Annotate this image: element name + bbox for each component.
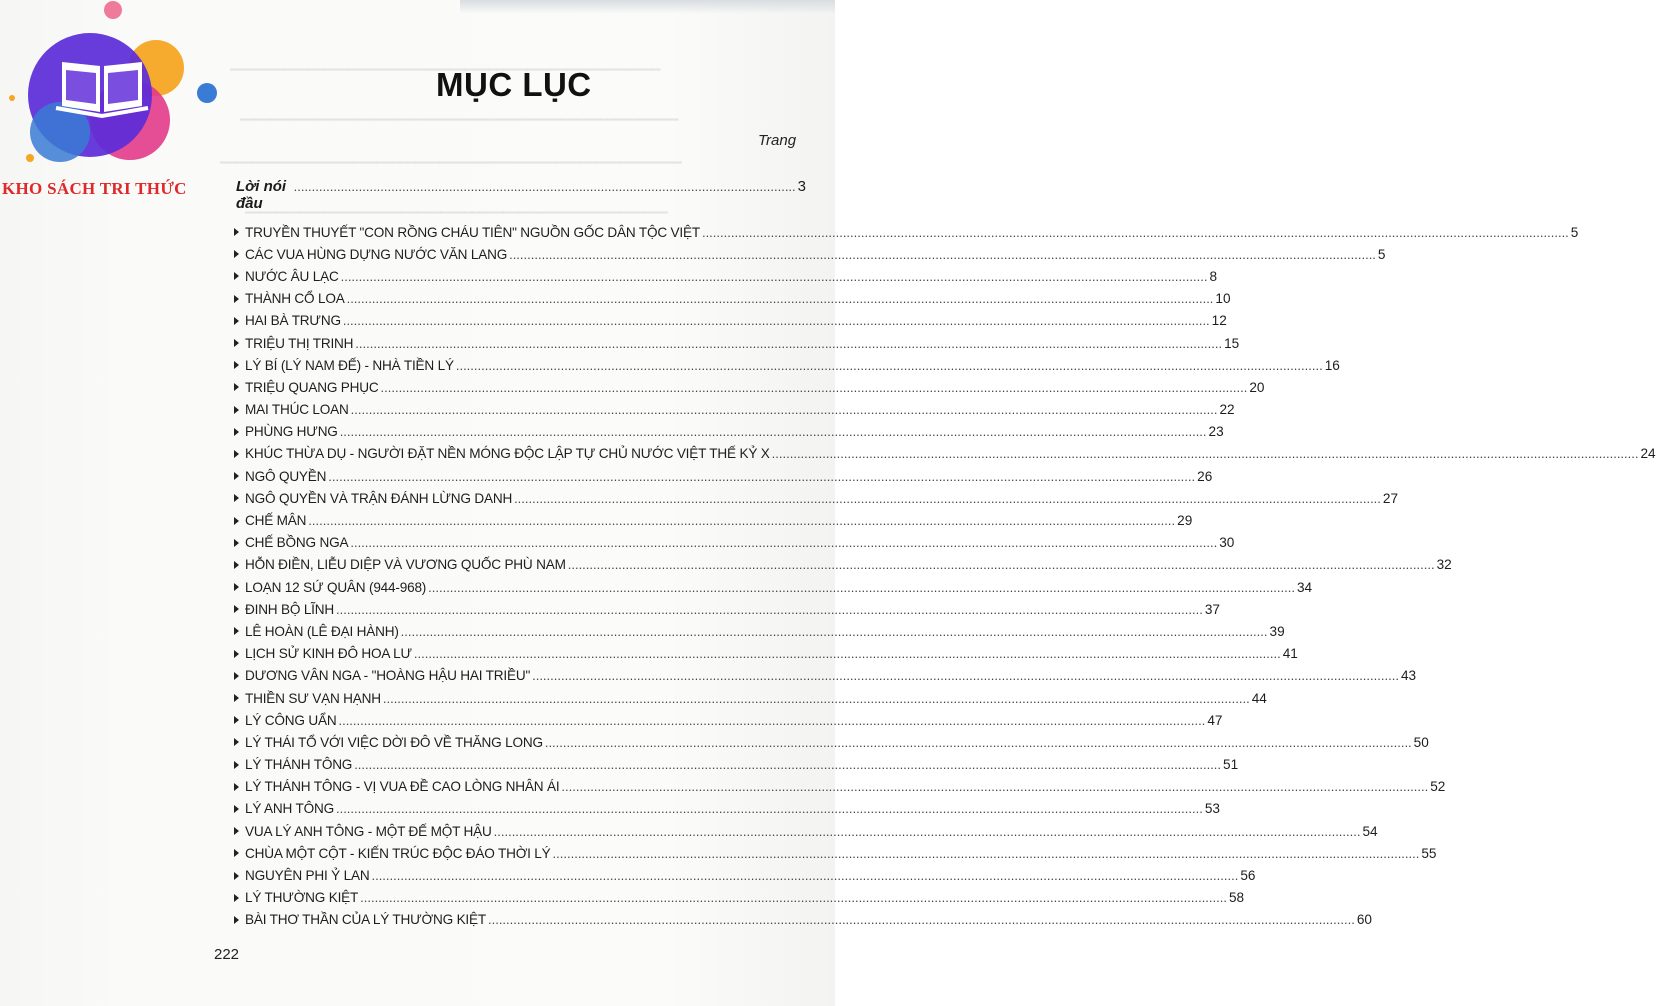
toc-entry	[234, 554, 1452, 576]
bullet-icon	[234, 827, 239, 835]
toc-entry-label: LỊCH SỬ KINH ĐÔ HOA LƯ	[245, 645, 412, 662]
leader-dots: ................................................................................................................................................................................................................................................	[342, 313, 1210, 329]
toc-entry-label: KHÚC THỪA DỤ - NGƯỜI ĐẶT NỀN MÓNG ĐỘC LẬP TỰ CHỦ NƯỚC VIỆT THẾ KỶ X	[245, 446, 770, 462]
toc-entry-label: NƯỚC ÂU LẠC	[245, 268, 339, 285]
toc-entry-preface	[236, 178, 806, 212]
toc-entry	[234, 620, 1285, 642]
toc-entry	[234, 465, 1213, 487]
toc-entry-label: DƯƠNG VÂN NGA - "HOÀNG HẬU HAI TRIỀU"	[245, 667, 531, 684]
toc-entry-label: LÝ THƯỜNG KIỆT	[245, 889, 359, 906]
bullet-icon	[234, 872, 239, 880]
toc-entry-page: 5	[1570, 224, 1579, 240]
bleed-through: ━━━━━━━━━━━━━━━━━━━━━━━━━━━━━━━━━━━━━━━━━━━━━━━━━━━━━━━	[230, 62, 661, 77]
leader-dots: ................................................................................................................................................................................................................................................	[493, 823, 1361, 839]
top-shadow	[460, 0, 835, 14]
leader-dots: ................................................................................................................................................................................................................................................	[771, 446, 1639, 462]
leader-dots: ................................................................................................................................................................................................................................................	[561, 779, 1429, 795]
bullet-icon	[234, 783, 239, 791]
leader-dots: ................................................................................................................................................................................................................................................	[428, 579, 1295, 595]
toc-entry-label: CHẾ BỒNG NGA	[245, 534, 349, 551]
bullet-icon	[234, 894, 239, 902]
leader-dots: ................................................................................................................................................................................................................................................	[371, 868, 1239, 884]
toc-entry-page: 41	[1282, 646, 1298, 662]
toc-entry	[234, 332, 1240, 354]
toc-entry-label: HAI BÀ TRƯNG	[245, 312, 341, 329]
preface-label: Lời nói đầu	[236, 178, 287, 212]
toc-entry	[234, 643, 1298, 665]
leader-dots: ................................................................................................................................................................................................................................................	[338, 712, 1206, 728]
toc-entry-label: LÝ THÁI TỔ VỚI VIỆC DỜI ĐÔ VỀ THĂNG LONG	[245, 734, 543, 751]
toc-entry-label: TRIỆU THỊ TRINH	[245, 335, 354, 351]
bullet-icon	[234, 494, 239, 502]
toc-entry-page: 51	[1223, 757, 1239, 773]
bullet-icon	[234, 672, 239, 680]
toc-entry-label: TRIỆU QUANG PHỤC	[245, 379, 379, 396]
toc-entry	[234, 687, 1267, 709]
toc-entry	[234, 288, 1231, 310]
toc-entry-page: 12	[1211, 313, 1227, 329]
bullet-icon	[234, 761, 239, 769]
page-column-label: Trang	[758, 132, 797, 149]
page-title: MỤC LỤC	[436, 66, 592, 103]
leader-dots: ................................................................................................................................................................................................................................................	[360, 890, 1227, 906]
toc-entry	[234, 842, 1437, 864]
leader-dots: ................................................................................................................................................................................................................................................	[701, 224, 1569, 240]
toc-entry-label: BÀI THƠ THẦN CỦA LÝ THƯỜNG KIỆT	[245, 912, 486, 928]
leader-dots: ................................................................................................................................................................................................................................................	[509, 246, 1376, 262]
toc-entry	[234, 221, 1579, 243]
toc-entry	[234, 443, 1656, 465]
toc-entry-label: LÝ BÍ (LÝ NAM ĐẾ) - NHÀ TIỀN LÝ	[245, 357, 454, 374]
toc-entry-label: LÝ ANH TÔNG	[245, 801, 334, 817]
bullet-icon	[234, 295, 239, 303]
toc-entry-page: 34	[1296, 579, 1313, 595]
leader-dots: ................................................................................................................................................................................................................................................	[340, 268, 1208, 284]
toc-entry-page: 24	[1640, 446, 1656, 462]
toc-entry	[234, 310, 1227, 332]
toc-entry-page: 55	[1421, 845, 1437, 861]
toc-entry-page: 47	[1207, 712, 1223, 728]
bullet-icon	[234, 849, 239, 857]
toc-entry	[234, 376, 1265, 398]
bullet-icon	[234, 694, 239, 702]
bullet-icon	[234, 627, 239, 635]
toc-entry	[234, 576, 1313, 598]
toc-entry-label: LÊ HOÀN (LÊ ĐẠI HÀNH)	[245, 623, 399, 640]
toc-entry-page: 60	[1356, 912, 1372, 928]
bullet-icon	[234, 250, 239, 258]
toc-entry	[234, 776, 1446, 798]
toc-entry-page: 32	[1436, 557, 1452, 573]
toc-entry	[234, 731, 1429, 753]
toc-entry-label: HỖN ĐIỀN, LIỄU DIỆP VÀ VƯƠNG QUỐC PHÙ NAM	[245, 557, 566, 573]
toc-entry	[234, 754, 1239, 776]
logo-caption: KHO SÁCH TRI THỨC	[2, 179, 187, 198]
toc-entry-page: 23	[1208, 424, 1224, 440]
leader-dots: ................................................................................................................................................................................................................................................	[400, 623, 1268, 639]
toc-entry-page: 5	[1377, 246, 1386, 262]
toc-entry	[234, 709, 1223, 731]
bullet-icon	[234, 561, 239, 569]
toc-entry-page: 52	[1430, 779, 1446, 795]
toc-entry-label: THÀNH CỔ LOA	[245, 290, 345, 307]
leader-dots: ................................................................................................................................................................................................................................................	[382, 690, 1250, 706]
toc-entry-label: NGUYÊN PHI Ỷ LAN	[245, 867, 370, 884]
leader-dots: ................................................................................................................................................................................................................................................	[350, 535, 1218, 551]
bullet-icon	[234, 583, 239, 591]
toc-entry-label: NGÔ QUYỀN VÀ TRẬN ĐÁNH LỪNG DANH	[245, 490, 513, 507]
table-of-contents	[234, 221, 1656, 931]
bullet-icon	[234, 805, 239, 813]
toc-entry-label: CHÙA MỘT CỘT - KIẾN TRÚC ĐỘC ĐÁO THỜI LÝ	[245, 845, 551, 862]
toc-entry-label: VUA LÝ ANH TÔNG - MỘT ĐẾ MỘT HẬU	[245, 823, 492, 840]
toc-entry-page: 26	[1197, 468, 1213, 484]
bullet-icon	[234, 339, 239, 347]
toc-entry-label: LOẠN 12 SỨ QUÂN (944-968)	[245, 579, 427, 595]
leader-dots: ................................................................................................................................................................................................................................................	[380, 379, 1248, 395]
toc-entry-label: CÁC VUA HÙNG DỰNG NƯỚC VĂN LANG	[245, 246, 508, 263]
bullet-icon	[234, 450, 239, 458]
leader-dots: ................................................................................................................................................................................................................................................	[354, 757, 1222, 773]
toc-entry	[234, 421, 1224, 443]
bullet-icon	[234, 650, 239, 658]
leader-dots: ................................................................................................................................................................................................................................................	[346, 291, 1214, 307]
toc-entry-label: LÝ CÔNG UẨN	[245, 712, 337, 729]
bullet-icon	[234, 738, 239, 746]
leader-dots: ................................................................................................................................................................................................................................................	[336, 601, 1203, 617]
toc-entry-page: 37	[1204, 601, 1220, 617]
preface-page: 3	[797, 178, 806, 195]
toc-entry-page: 50	[1413, 734, 1429, 750]
toc-entry-label: MAI THÚC LOAN	[245, 401, 349, 418]
leader-dots: ................................................................................................................................................................................................................................................	[552, 845, 1420, 861]
bullet-icon	[234, 272, 239, 280]
bullet-icon	[234, 605, 239, 613]
bullet-icon	[234, 228, 239, 236]
toc-entry-page: 15	[1224, 335, 1240, 351]
toc-entry-page: 20	[1249, 379, 1265, 395]
toc-entry	[234, 243, 1386, 265]
toc-entry-label: PHÙNG HƯNG	[245, 423, 338, 440]
toc-entry-page: 44	[1251, 690, 1267, 706]
toc-entry-page: 10	[1215, 291, 1231, 307]
toc-entry-page: 56	[1240, 868, 1256, 884]
leader-dots: ................................................................................................................................................................................................................................................	[487, 912, 1355, 928]
bullet-icon	[234, 716, 239, 724]
toc-entry-page: 54	[1362, 823, 1378, 839]
bullet-icon	[234, 539, 239, 547]
toc-entry-label: LÝ THÁNH TÔNG - VỊ VUA ĐỀ CAO LÒNG NHÂN ÁI	[245, 778, 560, 795]
bleed-through: ━━━━━━━━━━━━━━━━━━━━━━━━━━━━━━━━━━━━━━━━━━━━━━━━━━━━━━━━	[240, 112, 679, 127]
logo-graphic	[0, 0, 230, 180]
bleed-through: ━━━━━━━━━━━━━━━━━━━━━━━━━━━━━━━━━━━━━━━━━━━━━━━━━━━━━━	[245, 205, 668, 220]
toc-entry-page: 22	[1219, 402, 1235, 418]
leader-dots: ................................................................................................................................................................................................................................................	[328, 468, 1196, 484]
bullet-icon	[234, 428, 239, 436]
toc-entry-page: 58	[1228, 890, 1245, 906]
toc-entry	[234, 265, 1217, 287]
toc-entry-page: 43	[1400, 668, 1417, 684]
toc-entry-page: 27	[1382, 490, 1399, 506]
leader-dots: ................................................................................................................................................................................................................................................	[335, 801, 1203, 817]
toc-entry-label: ĐINH BỘ LĨNH	[245, 601, 334, 618]
bullet-icon	[234, 361, 239, 369]
bullet-icon	[234, 916, 239, 924]
toc-entry-page: 53	[1204, 801, 1220, 817]
bullet-icon	[234, 517, 239, 525]
toc-entry	[234, 487, 1399, 509]
toc-entry-label: LÝ THÁNH TÔNG	[245, 756, 353, 773]
toc-entry-page: 8	[1209, 268, 1217, 284]
leader-dots: ................................................................................................................................................................................................................................................	[514, 490, 1381, 506]
toc-entry	[234, 354, 1340, 376]
leader-dots: ................................................................................................................................................................................................................................................	[544, 734, 1412, 750]
toc-entry-page: 29	[1177, 513, 1193, 529]
leader-dots: ................................................................................................................................................................................................................................................	[532, 668, 1399, 684]
leader-dots: ................................................................................................................................................................................................................................................	[567, 557, 1435, 573]
toc-entry	[234, 820, 1378, 842]
toc-entry	[234, 509, 1193, 531]
leader-dots: ................................................................................................................................................................................................................................................	[350, 402, 1218, 418]
bullet-icon	[234, 317, 239, 325]
toc-entry	[234, 887, 1245, 909]
toc-entry	[234, 532, 1235, 554]
toc-entry-label: THIỀN SƯ VẠN HẠNH	[245, 690, 381, 706]
toc-entry	[234, 864, 1256, 886]
leader-dots: ................................................................................................................................................................................................................................................	[339, 424, 1207, 440]
toc-entry	[234, 798, 1220, 820]
page-number: 222	[214, 946, 240, 963]
toc-entry-label: TRUYỀN THUYẾT "CON RỒNG CHÁU TIÊN" NGUỒN GỐC DÂN TỘC VIỆT	[245, 224, 700, 240]
toc-entry-label: CHẾ MÂN	[245, 512, 307, 529]
leader-dots: ................................................................................................................................................................................................................................................	[355, 335, 1223, 351]
toc-entry-label: NGÔ QUYỀN	[245, 468, 327, 485]
bullet-icon	[234, 383, 239, 391]
toc-entry-page: 30	[1219, 535, 1235, 551]
leader-dots: ...........................................................................................................................................	[293, 179, 796, 194]
toc-entry-page: 39	[1269, 623, 1285, 639]
leader-dots: ................................................................................................................................................................................................................................................	[413, 646, 1281, 662]
bleed-through: ━━━━━━━━━━━━━━━━━━━━━━━━━━━━━━━━━━━━━━━━━━━━━━━━━━━━━━━━━━━	[220, 155, 682, 170]
toc-entry	[234, 598, 1220, 620]
toc-entry	[234, 399, 1235, 421]
bullet-icon	[234, 406, 239, 414]
toc-entry	[234, 665, 1417, 687]
kho-sach-tri-thuc-logo	[0, 0, 230, 200]
leader-dots: ................................................................................................................................................................................................................................................	[308, 513, 1176, 529]
toc-entry-page: 16	[1324, 357, 1340, 373]
bullet-icon	[234, 472, 239, 480]
leader-dots: ................................................................................................................................................................................................................................................	[455, 357, 1323, 373]
toc-entry	[234, 909, 1372, 931]
